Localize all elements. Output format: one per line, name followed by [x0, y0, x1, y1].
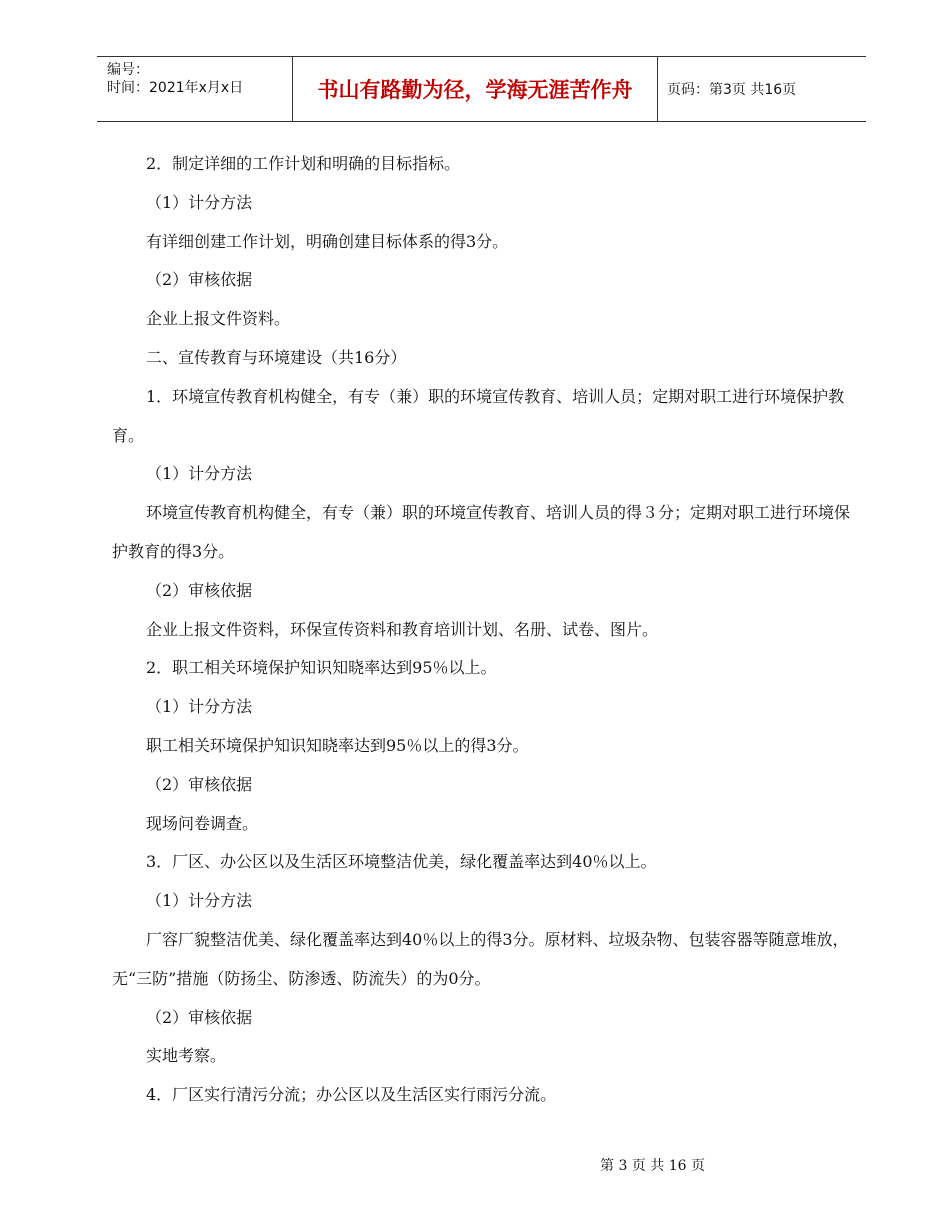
paragraph: 1．环境宣传教育机构健全，有专（兼）职的环境宣传教育、培训人员；定期对职工进行环境保护教育。: [112, 386, 845, 445]
paragraph: 有详细创建工作计划，明确创建目标体系的得3分。: [146, 231, 509, 251]
paragraph: （1）计分方法: [146, 464, 253, 484]
paragraph: （2）审核依据: [146, 1007, 253, 1027]
paragraph: 实地考察。: [146, 1046, 227, 1066]
paragraph: （1）计分方法: [146, 192, 253, 212]
document-body: [112, 145, 857, 1115]
page-footer: 第 3 页 共 16 页: [600, 1158, 705, 1174]
paragraph: 职工相关环境保护知识知晓率达到95％以上的得3分。: [146, 735, 529, 755]
paragraph: 2．制定详细的工作计划和明确的目标指标。: [146, 154, 461, 173]
paragraph: （2）审核依据: [146, 580, 253, 600]
date-label: 时间：2021年x月x日: [107, 80, 244, 96]
serial-number-label: 编号：: [107, 62, 149, 78]
header-meta: [97, 57, 293, 121]
paragraph: 3．厂区、办公区以及生活区环境整洁优美，绿化覆盖率达到40％以上。: [146, 852, 657, 872]
page-header: [97, 56, 866, 122]
paragraph: （1）计分方法: [146, 697, 253, 717]
paragraph: 厂容厂貌整洁优美、绿化覆盖率达到40％以上的得3分。原材料、垃圾杂物、包装容器等随意堆放，无“三防”措施（防扬尘、防渗透、防流失）的为0分。: [112, 929, 849, 988]
paragraph: （1）计分方法: [146, 891, 253, 911]
paragraph: 企业上报文件资料。: [146, 309, 291, 329]
paragraph: 环境宣传教育机构健全，有专（兼）职的环境宣传教育、培训人员的得３分；定期对职工进行环境保护教育的得3分。: [112, 503, 851, 561]
paragraph: （2）审核依据: [146, 270, 253, 290]
paragraph: 现场问卷调查。: [146, 813, 259, 833]
paragraph: 4．厂区实行清污分流；办公区以及生活区实行雨污分流。: [146, 1085, 557, 1105]
header-motto: 书山有路勤为径，学海无涯苦作舟: [293, 57, 658, 121]
paragraph: 企业上报文件资料，环保宣传资料和教育培训计划、名册、试卷、图片。: [146, 619, 659, 639]
paragraph: （2）审核依据: [146, 774, 253, 794]
section-heading: 二、宣传教育与环境建设（共16分）: [146, 347, 407, 367]
paragraph: 2．职工相关环境保护知识知晓率达到95％以上。: [146, 658, 497, 678]
header-page-info: 页码：第3页 共16页: [667, 82, 797, 98]
